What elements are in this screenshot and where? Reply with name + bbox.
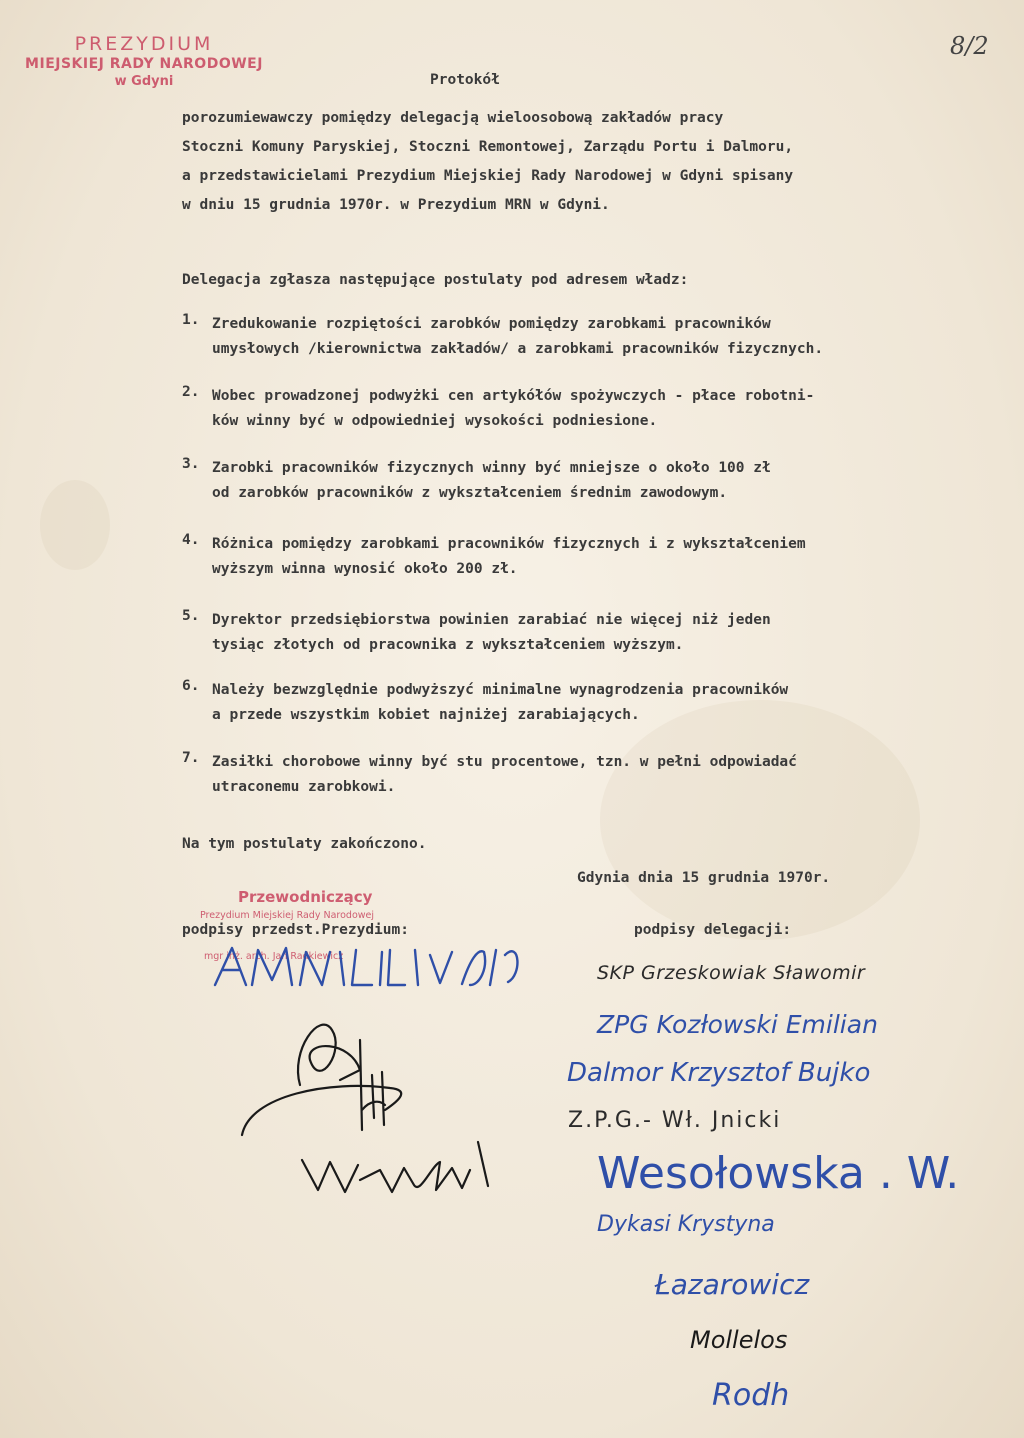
presidium-signatures-label: podpisy przedst.Prezydium:: [182, 922, 409, 938]
postulate-number: 2.: [182, 384, 200, 400]
delegation-signature: Wesołowska . W.: [597, 1148, 960, 1199]
postulate-number: 4.: [182, 532, 200, 548]
postulate-text: Wobec prowadzonej podwyżki cen artykółów spożywczych - płace robotni- ków winny być w odpowiedniej wysokości podniesione.: [212, 388, 815, 429]
postulate-number: 3.: [182, 456, 200, 472]
postulate-text: Dyrektor przedsiębiorstwa powinien zarabiać nie więcej niż jeden tysiąc złotych od pracownika z wykształceniem wyższym.: [212, 612, 771, 653]
chair-stamp-title: Przewodniczący: [238, 888, 373, 906]
postulate-text: Zasiłki chorobowe winny być stu procentowe, tzn. w pełni odpowiadać utraconemu zarobkowi.: [212, 754, 797, 795]
delegation-signature: Dykasi Krystyna: [597, 1212, 775, 1237]
black-signature-1: [242, 1025, 401, 1135]
paper-stain: [40, 480, 110, 570]
chair-stamp-office: Prezydium Miejskiej Rady Narodowej: [200, 910, 375, 921]
black-signature-2: [302, 1142, 488, 1192]
postulate-text: Różnica pomiędzy zarobkami pracowników fizycznych i z wykształceniem wyższym winna wynosić około 200 zł.: [212, 536, 806, 577]
delegation-signature: Z.P.G.- Wł. Jnicki: [568, 1108, 782, 1133]
delegation-signature: Łazarowicz: [655, 1268, 810, 1301]
document-title: Protokół: [430, 72, 500, 88]
intro-line: w dniu 15 grudnia 1970r. w Prezydium MRN w Gdyni.: [182, 197, 610, 213]
stamp-line-2: MIEJSKIEJ RADY NARODOWEJ: [25, 56, 263, 72]
postulate-number: 6.: [182, 678, 200, 694]
postulate-text: Należy bezwzględnie podwyższyć minimalne wynagrodzenia pracowników a przede wszystkim kobiet najniżej zarabiających.: [212, 682, 789, 723]
declaration-line: Delegacja zgłasza następujące postulaty pod adresem władz:: [182, 272, 689, 288]
postulate-text: Zredukowanie rozpiętości zarobków pomiędzy zarobkami pracowników umysłowych /kierownictwa zakładów/ a zarobkami pracowników fizycznych.: [212, 316, 824, 357]
delegation-signature: Rodh: [712, 1378, 790, 1413]
delegation-signature: ZPG Kozłowski Emilian: [597, 1010, 878, 1039]
postulate-number: 7.: [182, 750, 200, 766]
postulate-number: 5.: [182, 608, 200, 624]
presidium-stamp: [8, 33, 280, 91]
paper-stain: [600, 700, 920, 940]
delegation-signature: SKP Grzeskowiak Sławomir: [597, 962, 866, 984]
delegation-signatures-label: podpisy delegacji:: [634, 922, 792, 938]
intro-line: Stoczni Komuny Paryskiej, Stoczni Remontowej, Zarządu Portu i Dalmoru,: [182, 139, 794, 155]
closing-line: Na tym postulaty zakończono.: [182, 836, 427, 852]
chair-stamp-name: mgr inż. arch. Jan Radkiewicz: [204, 951, 344, 962]
delegation-signature: Mollelos: [690, 1326, 788, 1354]
delegation-signature: Dalmor Krzysztof Bujko: [567, 1058, 871, 1088]
postulate-text: Zarobki pracowników fizycznych winny być mniejsze o około 100 zł od zarobków pracowników z wykształceniem średnim zawodowym.: [212, 460, 771, 501]
postulate-number: 1.: [182, 312, 200, 328]
stamp-line-1: PREZYDIUM: [74, 33, 214, 55]
stamp-line-3: w Gdyni: [114, 74, 174, 89]
date-line: Gdynia dnia 15 grudnia 1970r.: [577, 870, 831, 886]
chair-stamp: [200, 888, 374, 962]
page-number: 8/2: [950, 32, 989, 60]
intro-line: a przedstawicielami Prezydium Miejskiej Rady Narodowej w Gdyni spisany: [182, 168, 794, 184]
intro-line: porozumiewawczy pomiędzy delegacją wieloosobową zakładów pracy: [182, 110, 724, 126]
